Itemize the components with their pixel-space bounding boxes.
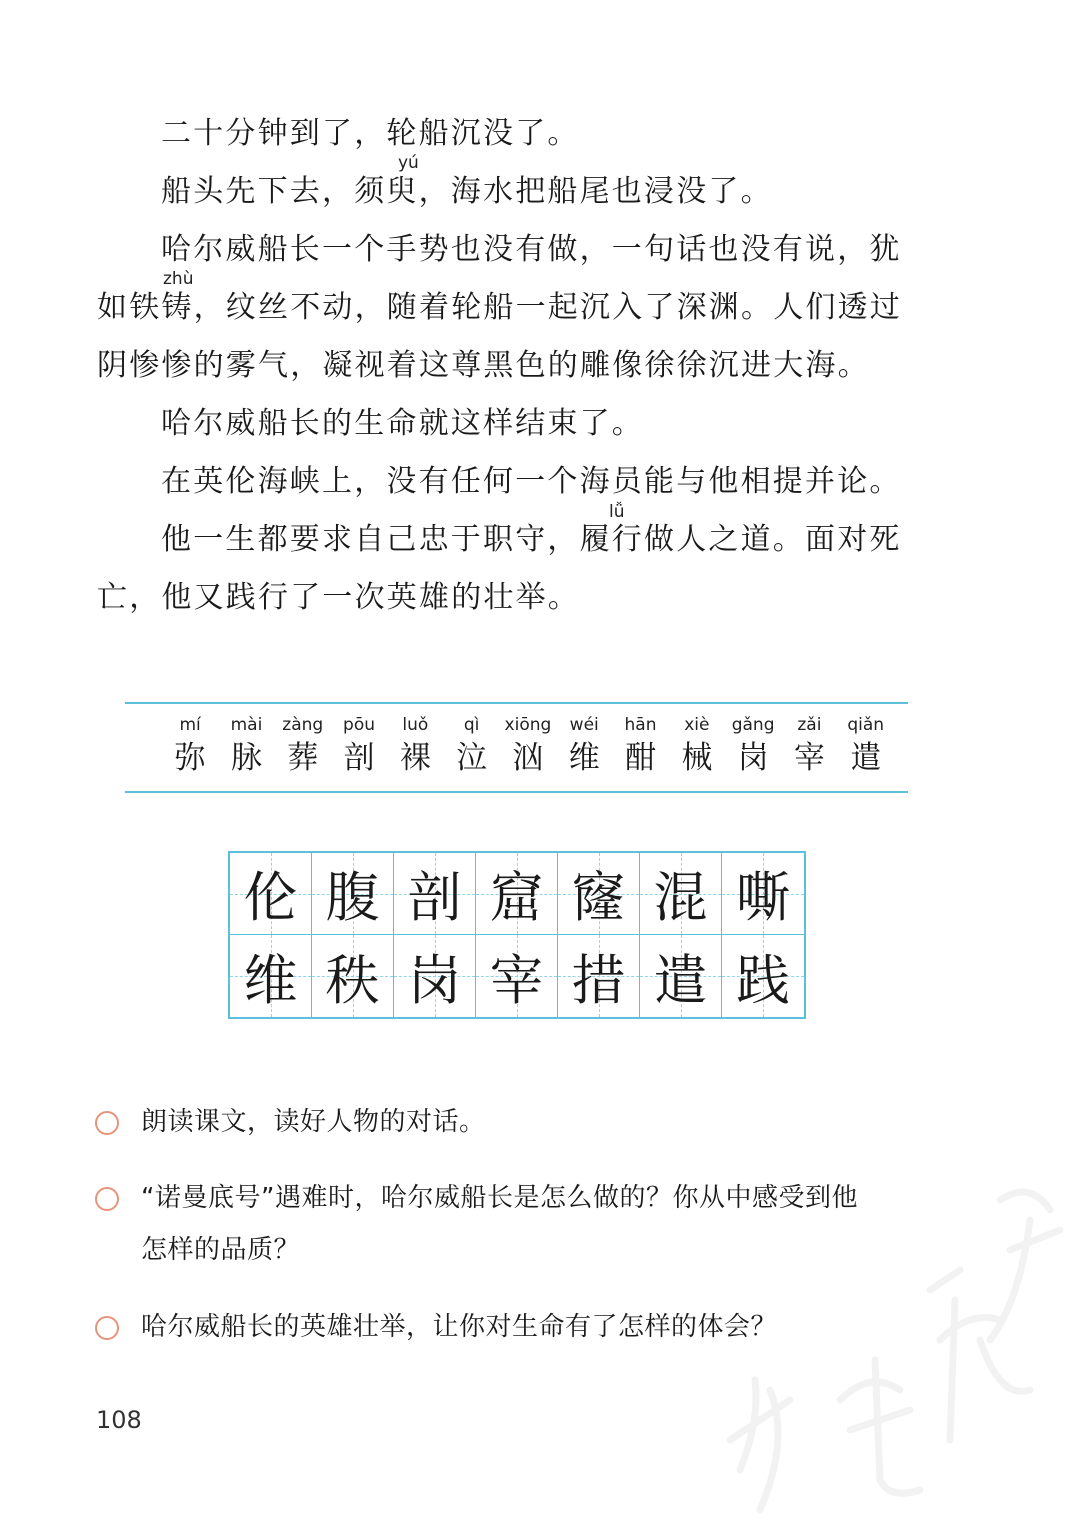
writing-character: 宰 [489, 948, 544, 1012]
text-p6 [97, 511, 942, 627]
vocab-pinyin: mài [230, 715, 263, 735]
text-line: 哈尔威船长的生命就这样结束了。 [161, 406, 644, 441]
vocab-item [781, 712, 837, 778]
writing-character: 腹 [325, 866, 380, 929]
vocab-pinyin: xiōng [504, 715, 552, 735]
writing-grid-cell [476, 935, 558, 1017]
vocab-item [275, 712, 331, 778]
vocab-pinyin: qì [463, 715, 480, 735]
text-p3 [97, 221, 942, 395]
vocab-pinyin: xiè [684, 715, 710, 735]
vocab-top-rule [125, 702, 908, 704]
text-p1 [97, 105, 942, 163]
writing-grid-cell [476, 853, 558, 935]
vocab-bottom-rule [125, 791, 908, 793]
vocab-item [162, 712, 218, 778]
writing-grid-cell [394, 853, 476, 935]
writing-grid-cell [640, 853, 722, 935]
writing-character: 伦 [243, 866, 298, 929]
text-p4 [97, 395, 942, 453]
question-text: 哈尔威船长的英雄壮举，让你对生命有了怎样的体会？ [141, 1312, 778, 1342]
writing-character: 窟 [489, 866, 544, 929]
writing-character: 岗 [407, 948, 462, 1012]
vocab-character: 维 [568, 740, 600, 776]
vocab-item [838, 712, 894, 778]
vocab-item [443, 712, 499, 778]
pinyin-annotation-yu: yú [398, 153, 419, 173]
vocab-character: 葬 [287, 740, 319, 776]
vocab-character: 汹 [512, 740, 544, 776]
vocab-character: 脉 [230, 740, 262, 776]
writing-grid-cell [312, 853, 394, 935]
circle-bullet-icon [95, 1187, 119, 1211]
writing-grid-cell [722, 853, 804, 935]
vocab-item [612, 712, 668, 778]
vocab-item [387, 712, 443, 778]
writing-grid-cell [230, 853, 312, 935]
vocab-character: 泣 [456, 740, 488, 776]
writing-character: 嘶 [736, 866, 790, 929]
writing-grid [228, 851, 806, 1019]
writing-character: 维 [243, 948, 298, 1012]
writing-grid-cell [558, 935, 640, 1017]
writing-character: 窿 [571, 866, 626, 929]
vocab-pinyin: pōu [343, 715, 376, 735]
text-line: 他一生都要求自己忠于职守，履行做人之道。面对死 [161, 522, 902, 557]
vocab-pinyin: zàng [282, 715, 324, 735]
vocab-character: 宰 [793, 740, 825, 776]
writing-character: 混 [653, 866, 708, 929]
vocab-pinyin: wéi [569, 715, 599, 735]
vocab-list [162, 712, 894, 778]
vocab-pinyin: mí [179, 715, 201, 735]
vocab-character: 裸 [399, 740, 431, 776]
vocab-item [500, 712, 556, 778]
writing-grid-cell [394, 935, 476, 1017]
vocab-item [725, 712, 781, 778]
question-text: 怎样的品质？ [141, 1235, 301, 1265]
writing-grid-cell [230, 935, 312, 1017]
vocab-character: 弥 [174, 740, 206, 776]
writing-grid-cell [312, 935, 394, 1017]
writing-grid-cell [722, 935, 804, 1017]
vocab-character: 械 [681, 740, 713, 776]
vocab-item [556, 712, 612, 778]
question-text: “诺曼底号”遇难时，哈尔威船长是怎么做的？你从中感受到他 [141, 1183, 858, 1213]
writing-character: 遣 [653, 948, 708, 1012]
text-line: 如铁铸，纹丝不动，随着轮船一起沉入了深渊。人们透过 [97, 290, 902, 325]
page-number: 108 [96, 1406, 142, 1434]
vocab-item [331, 712, 387, 778]
question-text: 朗读课文，读好人物的对话。 [141, 1107, 486, 1137]
vocab-pinyin: gǎng [731, 715, 775, 735]
circle-bullet-icon [95, 1111, 119, 1135]
text-line: 船头先下去，须臾，海水把船尾也浸没了。 [161, 174, 773, 209]
watermark-icon [700, 1140, 1080, 1526]
vocab-character: 酣 [625, 740, 657, 776]
vocab-pinyin: luǒ [402, 715, 429, 735]
text-line: 阴惨惨的雾气，凝视着这尊黑色的雕像徐徐沉进大海。 [97, 348, 870, 383]
text-line: 哈尔威船长一个手势也没有做，一句话也没有说，犹 [161, 232, 902, 267]
vocab-pinyin: qiǎn [847, 715, 885, 735]
text-p5 [97, 453, 942, 511]
vocab-character: 遣 [850, 740, 882, 776]
text-line: 在英伦海峡上，没有任何一个海员能与他相提并论。 [161, 464, 902, 499]
writing-character: 剖 [407, 866, 462, 929]
writing-grid-cell [558, 853, 640, 935]
writing-grid-cell [640, 935, 722, 1017]
text-p2 [97, 163, 942, 221]
vocab-character: 剖 [343, 740, 375, 776]
writing-character: 践 [736, 948, 790, 1012]
vocab-item [669, 712, 725, 778]
writing-character: 秩 [325, 948, 380, 1012]
vocab-pinyin: zǎi [797, 715, 822, 735]
vocab-character: 岗 [737, 740, 769, 776]
circle-bullet-icon [95, 1316, 119, 1340]
vocab-pinyin: hān [624, 715, 657, 735]
text-line: 二十分钟到了，轮船沉没了。 [161, 116, 580, 151]
writing-character: 措 [571, 948, 626, 1012]
text-line: 亡，他又践行了一次英雄的壮举。 [97, 580, 580, 615]
vocab-item [218, 712, 274, 778]
pinyin-annotation-zhu: zhù [163, 269, 194, 289]
pinyin-annotation-lv: lǚ [609, 502, 625, 522]
